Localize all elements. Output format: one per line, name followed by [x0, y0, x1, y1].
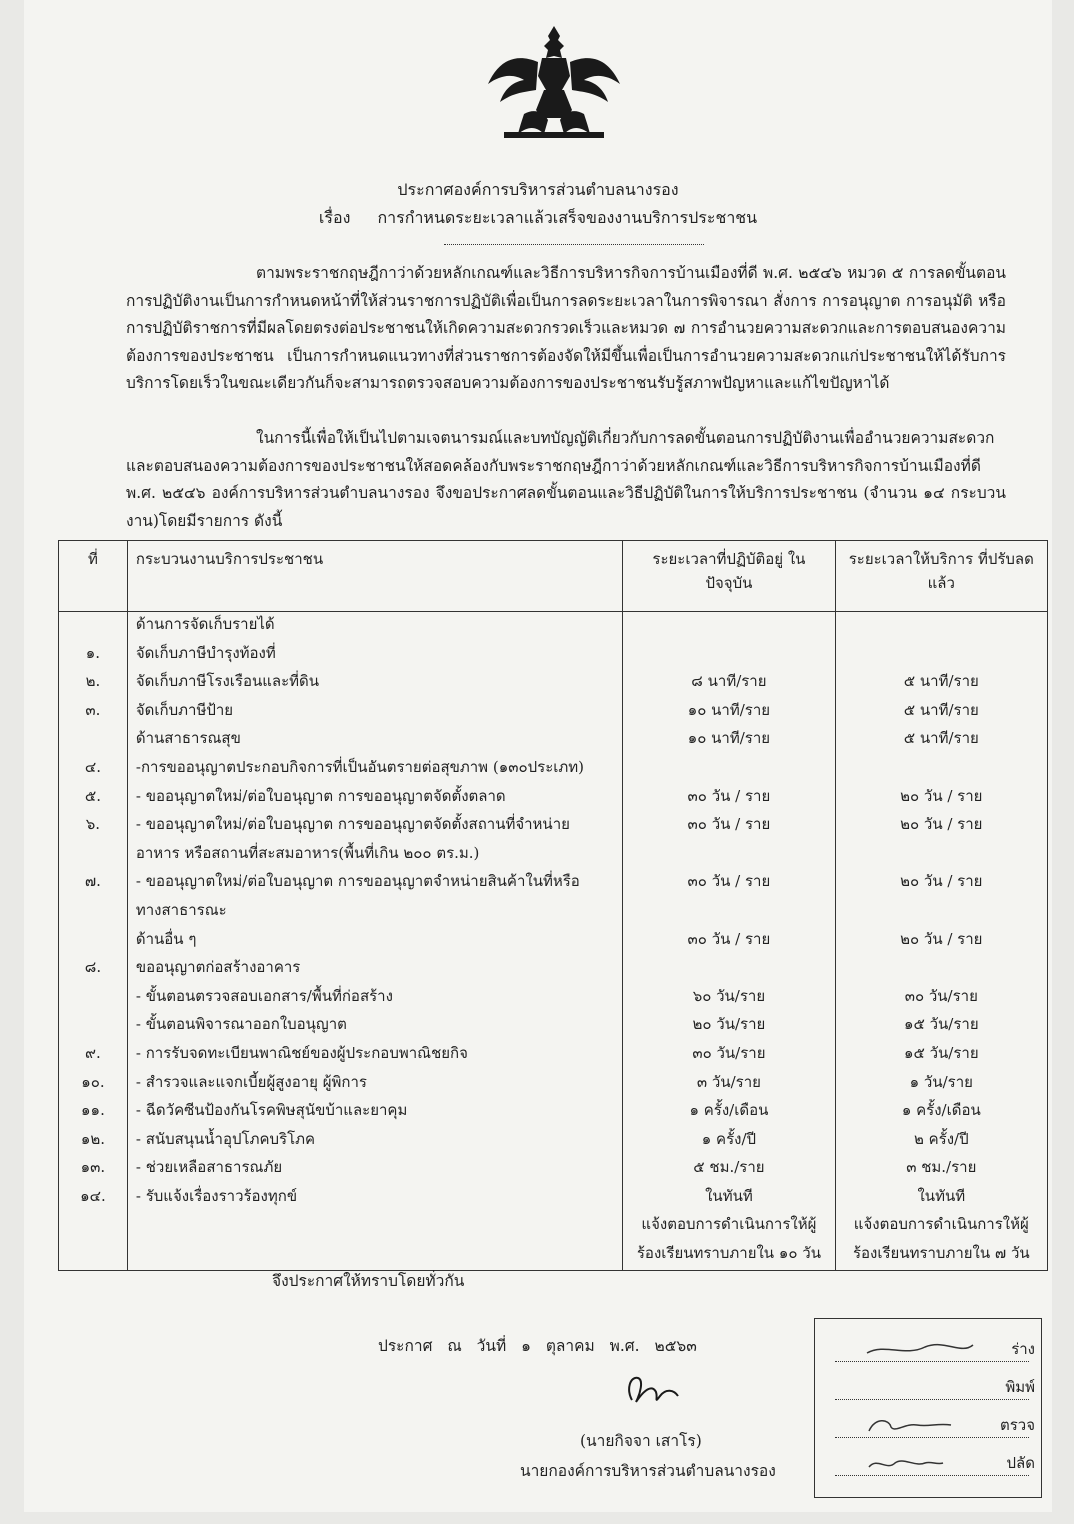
row-no: ๘. — [59, 955, 128, 984]
row-service: - การรับจดทะเบียนพาณิชย์ของผู้ประกอบพาณิชยกิจ — [127, 1041, 622, 1070]
row-current-time: ๑๐ นาที/ราย — [623, 726, 835, 755]
row-reduced-time: ๕ นาที/ราย — [835, 669, 1047, 698]
row-no: ๑๓. — [59, 1155, 128, 1184]
row-current-time: ในทันที — [623, 1184, 835, 1213]
table-row — [59, 898, 1048, 927]
approval-deputy-row: ปลัด — [835, 1453, 1029, 1476]
announcement-title: ประกาศองค์การบริหารส่วนตำบลนางรอง — [397, 180, 679, 199]
row-reduced-time — [835, 612, 1047, 641]
paragraph-1: ตามพระราชกฤษฎีกาว่าด้วยหลักเกณฑ์และวิธีการบริหารกิจการบ้านเมืองที่ดี พ.ศ. ๒๕๔๖ หมวด ๕ การลดขั้นตอนการปฏิบัติงานเป็นการกำหนดหน้าที่ให้ส่วนราชการปฏิบัติเพื่อเป็นการลดระยะเวลาในการพิจารณา สั่งการ การอนุญาต การอนุมัติ หรือการปฏิบัติราชการที่มีผลโดยตรงต่อประชาชนให้เกิดความสะดวกรวดเร็วและหมวด ๗ การอำนวยความสะดวกและการตอบสนองความต้องการของประชาชน เป็นการกำหนดแนวทางที่ส่วนราชการต้องจัดให้มีขึ้นเพื่อเป็นการอำนวยความสะดวกแก่ประชาชนให้ได้รับการบริการโดยเร็วในขณะเดียวกันก็จะสามารถตรวจสอบความต้องการของประชาชนรับรู้สภาพปัญหาและแก้ไขปัญหาได้ — [126, 264, 1006, 392]
header-reduced: ระยะเวลาให้บริการ ที่ปรับลดแล้ว — [835, 541, 1047, 612]
row-service: - สำรวจและแจกเบี้ยผู้สูงอายุ ผู้พิการ — [127, 1070, 622, 1099]
table-row — [59, 784, 1048, 813]
row-service: จัดเก็บภาษีบำรุงท้องที่ — [127, 641, 622, 670]
garuda-emblem-icon — [484, 22, 624, 147]
subject-label: เรื่อง — [318, 208, 351, 227]
row-reduced-time: ในทันที — [835, 1184, 1047, 1213]
row-current-time: ๘ นาที/ราย — [623, 669, 835, 698]
row-no: ๑๔. — [59, 1184, 128, 1213]
row-current-time: ๑๐ นาที/ราย — [623, 698, 835, 727]
row-current-time: ร้องเรียนทราบภายใน ๑๐ วัน — [623, 1241, 835, 1270]
row-reduced-time — [835, 841, 1047, 870]
closing-text: จึงประกาศให้ทราบโดยทั่วกัน — [272, 1272, 465, 1290]
row-service: - รับแจ้งเรื่องราวร้องทุกข์ — [127, 1184, 622, 1213]
row-no — [59, 898, 128, 927]
table-row — [59, 726, 1048, 755]
row-current-time: ๖๐ วัน/ราย — [623, 984, 835, 1013]
row-service — [127, 1241, 622, 1270]
table-row — [59, 1041, 1048, 1070]
row-current-time: ๓ วัน/ราย — [623, 1070, 835, 1099]
row-current-time: ๑ ครั้ง/ปี — [623, 1127, 835, 1156]
row-no: ๗. — [59, 869, 128, 898]
subject-text: การกำหนดระยะเวลาแล้วเสร็จของงานบริการประชาชน — [377, 208, 758, 227]
row-service: จัดเก็บภาษีป้าย — [127, 698, 622, 727]
row-reduced-time: ๕ นาที/ราย — [835, 726, 1047, 755]
approval-check-row: ตรวจ — [835, 1415, 1029, 1438]
row-current-time: ๓๐ วัน/ราย — [623, 1041, 835, 1070]
row-no — [59, 1212, 128, 1241]
row-current-time — [623, 955, 835, 984]
dotted-divider — [444, 236, 704, 245]
row-reduced-time: ๑ วัน/ราย — [835, 1070, 1047, 1099]
table-row — [59, 1241, 1048, 1270]
signature-image — [618, 1370, 688, 1418]
table-row — [59, 869, 1048, 898]
table-row — [59, 841, 1048, 870]
signer-name: (นายกิจจา เสาโร) — [580, 1432, 702, 1450]
row-no: ๕. — [59, 784, 128, 813]
row-no: ๔. — [59, 755, 128, 784]
table-row — [59, 698, 1048, 727]
row-current-time: ๒๐ วัน/ราย — [623, 1012, 835, 1041]
row-service: ด้านอื่น ๆ — [127, 927, 622, 956]
row-current-time — [623, 841, 835, 870]
table-header-row — [59, 541, 1048, 612]
row-no — [59, 1241, 128, 1270]
table-row — [59, 927, 1048, 956]
row-service: จัดเก็บภาษีโรงเรือนและที่ดิน — [127, 669, 622, 698]
row-reduced-time: ๑๕ วัน/ราย — [835, 1012, 1047, 1041]
table-row — [59, 955, 1048, 984]
signer-position: นายกองค์การบริหารส่วนตำบลนางรอง — [520, 1462, 776, 1480]
row-reduced-time: แจ้งตอบการดำเนินการให้ผู้ — [835, 1212, 1047, 1241]
table-row — [59, 1070, 1048, 1099]
table-row — [59, 612, 1048, 641]
row-reduced-time: ร้องเรียนทราบภายใน ๗ วัน — [835, 1241, 1047, 1270]
header-service: กระบวนงานบริการประชาชน — [127, 541, 622, 612]
row-no — [59, 927, 128, 956]
row-service: ด้านสาธารณสุข — [127, 726, 622, 755]
row-current-time — [623, 755, 835, 784]
row-current-time: ๓๐ วัน / ราย — [623, 927, 835, 956]
table-row — [59, 1212, 1048, 1241]
row-current-time — [623, 641, 835, 670]
row-no: ๖. — [59, 812, 128, 841]
row-current-time: ๑ ครั้ง/เดือน — [623, 1098, 835, 1127]
row-no: ๙. — [59, 1041, 128, 1070]
table-row — [59, 1098, 1048, 1127]
row-no — [59, 1012, 128, 1041]
approval-print-row: พิมพ์ — [835, 1377, 1029, 1400]
table-row — [59, 755, 1048, 784]
row-reduced-time: ๒ ครั้ง/ปี — [835, 1127, 1047, 1156]
row-reduced-time — [835, 898, 1047, 927]
row-no: ๑. — [59, 641, 128, 670]
row-current-time — [623, 898, 835, 927]
row-no: ๑๐. — [59, 1070, 128, 1099]
row-reduced-time: ๒๐ วัน / ราย — [835, 927, 1047, 956]
row-service: อาหาร หรือสถานที่สะสมอาหาร(พื้นที่เกิน ๒๐๐ ตร.ม.) — [127, 841, 622, 870]
row-current-time: แจ้งตอบการดำเนินการให้ผู้ — [623, 1212, 835, 1241]
row-current-time: ๕ ชม./ราย — [623, 1155, 835, 1184]
row-service: - ขั้นตอนตรวจสอบเอกสาร/พื้นที่ก่อสร้าง — [127, 984, 622, 1013]
row-service: ด้านการจัดเก็บรายได้ — [127, 612, 622, 641]
row-current-time: ๓๐ วัน / ราย — [623, 812, 835, 841]
service-time-table — [58, 540, 1048, 1271]
initial-signature-icon — [865, 1415, 955, 1435]
table-row — [59, 1155, 1048, 1184]
row-current-time — [623, 612, 835, 641]
row-service: -การขออนุญาตประกอบกิจการที่เป็นอันตรายต่อสุขภาพ (๑๓๐ประเภท) — [127, 755, 622, 784]
row-service: - ขั้นตอนพิจารณาออกใบอนุญาต — [127, 1012, 622, 1041]
row-no: ๓. — [59, 698, 128, 727]
row-service: - ฉีดวัคซีนป้องกันโรคพิษสุนัขบ้าและยาคุม — [127, 1098, 622, 1127]
row-service: - ช่วยเหลือสาธารณภัย — [127, 1155, 622, 1184]
initial-signature-icon — [865, 1341, 975, 1359]
row-service: - ขออนุญาตใหม่/ต่อใบอนุญาต การขออนุญาตจัดตั้งสถานที่จำหน่าย — [127, 812, 622, 841]
paragraph-2: ในการนี้เพื่อให้เป็นไปตามเจตนารมณ์และบทบัญญัติเกี่ยวกับการลดขั้นตอนการปฏิบัติงานเพื่ออำนวยความสะดวกและตอบสนองความต้องการของประชาชนให้สอดคล้องกับพระราชกฤษฎีกาว่าด้วยหลักเกณฑ์และวิธีการบริหารกิจการบ้านเมืองที่ดี พ.ศ. ๒๕๔๖ องค์การบริหารส่วนตำบลนางรอง จึงขอประกาศลดขั้นตอนและวิธีปฏิบัติในการให้บริการประชาชน (จำนวน ๑๔ กระบวนงาน)โดยมีรายการ ดังนี้ — [126, 429, 1006, 530]
row-service: - ขออนุญาตใหม่/ต่อใบอนุญาต การขออนุญาตจัดตั้งตลาด — [127, 784, 622, 813]
approval-box — [814, 1318, 1042, 1498]
header-current: ระยะเวลาที่ปฏิบัติอยู่ ในปัจจุบัน — [623, 541, 835, 612]
row-no: ๒. — [59, 669, 128, 698]
row-reduced-time: ๑๕ วัน/ราย — [835, 1041, 1047, 1070]
header-no: ที่ — [59, 541, 128, 612]
table-row — [59, 812, 1048, 841]
table-row — [59, 641, 1048, 670]
row-no — [59, 984, 128, 1013]
row-service: ทางสาธารณะ — [127, 898, 622, 927]
table-row — [59, 984, 1048, 1013]
row-reduced-time — [835, 641, 1047, 670]
row-service — [127, 1212, 622, 1241]
table-row — [59, 669, 1048, 698]
announcement-subject — [24, 206, 1052, 231]
row-reduced-time — [835, 755, 1047, 784]
row-no: ๑๑. — [59, 1098, 128, 1127]
approval-draft-row: ร่าง — [835, 1339, 1029, 1362]
row-reduced-time: ๒๐ วัน / ราย — [835, 869, 1047, 898]
row-current-time: ๓๐ วัน / ราย — [623, 784, 835, 813]
row-service: - สนับสนุนน้ำอุปโภคบริโภค — [127, 1127, 622, 1156]
row-reduced-time: ๒๐ วัน / ราย — [835, 812, 1047, 841]
row-no — [59, 612, 128, 641]
row-no — [59, 726, 128, 755]
row-reduced-time: ๑ ครั้ง/เดือน — [835, 1098, 1047, 1127]
row-reduced-time — [835, 955, 1047, 984]
row-reduced-time: ๒๐ วัน / ราย — [835, 784, 1047, 813]
table-row — [59, 1184, 1048, 1213]
table-row — [59, 1127, 1048, 1156]
row-service: - ขออนุญาตใหม่/ต่อใบอนุญาต การขออนุญาตจำหน่ายสินค้าในที่หรือ — [127, 869, 622, 898]
initial-signature-icon — [865, 1455, 945, 1473]
row-reduced-time: ๕ นาที/ราย — [835, 698, 1047, 727]
announcement-date: ประกาศ ณ วันที่ ๑ ตุลาคม พ.ศ. ๒๕๖๓ — [378, 1337, 697, 1355]
row-reduced-time: ๓ ชม./ราย — [835, 1155, 1047, 1184]
row-current-time: ๓๐ วัน / ราย — [623, 869, 835, 898]
row-no — [59, 841, 128, 870]
row-no: ๑๒. — [59, 1127, 128, 1156]
row-service: ขออนุญาตก่อสร้างอาคาร — [127, 955, 622, 984]
document-page — [24, 0, 1052, 1512]
row-reduced-time: ๓๐ วัน/ราย — [835, 984, 1047, 1013]
table-row — [59, 1012, 1048, 1041]
